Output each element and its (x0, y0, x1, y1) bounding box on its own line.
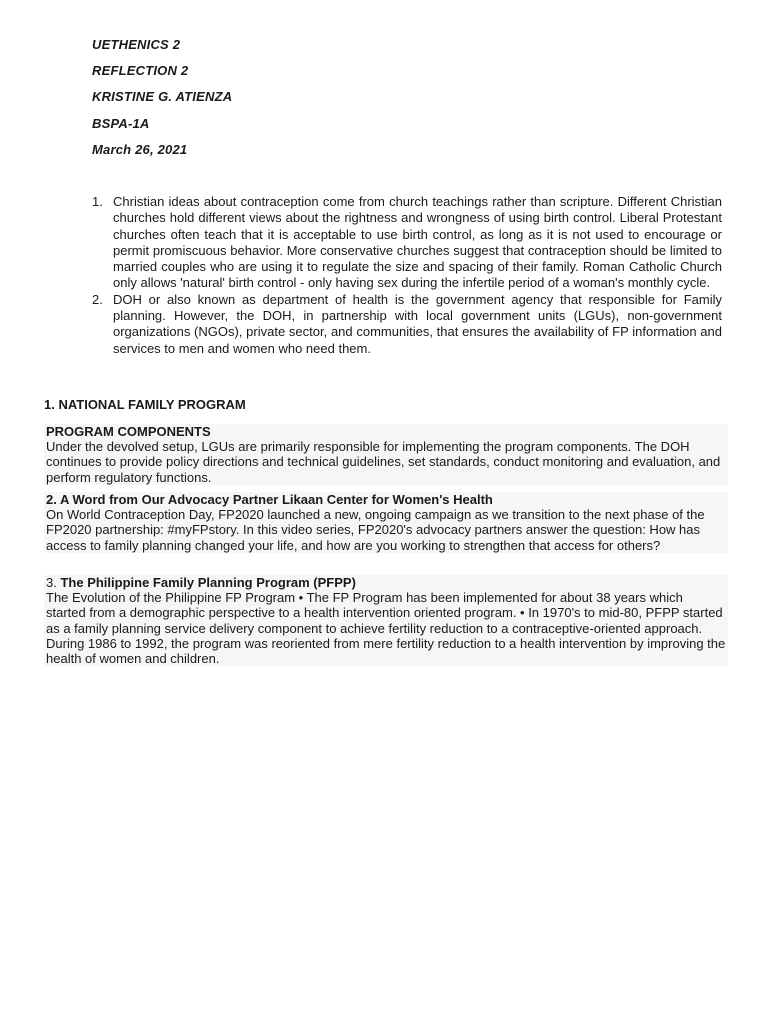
pfpp-heading-line (46, 575, 726, 590)
answer-text: Christian ideas about contraception come from church teachings rather than scripture. Different Christian churches hold different views about the rightness and wrongness of using birth control. Liberal Protestant churches often teach that it is acceptable to use birth control, as long as it is not used to encourage or permit promiscuous behavior. More conservative churches suggest that contraception should be limited to married couples who are using it to regulate the size and spacing of their family. Roman Catholic Church only allows 'natural' birth control - only having sex during the infertile period of a woman's monthly cycle. (113, 194, 722, 291)
course-code: UETHENICS 2 (92, 37, 181, 52)
advocacy-heading: 2. A Word from Our Advocacy Partner Likaan Center for Women's Health (46, 492, 493, 507)
answer-number: 2. (92, 291, 103, 307)
program-components-body: Under the devolved setup, LGUs are primarily responsible for implementing the program components. The DOH continues to provide policy directions and technical guidelines, set standards, conduct monitoring and evaluation, and perform regulatory functions. (46, 439, 721, 485)
answer-number: 1. (92, 194, 103, 209)
pfpp-number: 3. (46, 575, 61, 590)
answer-item-1 (92, 194, 722, 292)
advocacy-section (44, 492, 728, 553)
submission-date: March 26, 2021 (92, 142, 188, 157)
national-program-heading: 1. NATIONAL FAMILY PROGRAM (44, 397, 246, 412)
activity-title: REFLECTION 2 (92, 63, 189, 78)
program-components-section (44, 424, 728, 485)
student-section: BSPA-1A (92, 116, 150, 131)
advocacy-body: On World Contraception Day, FP2020 launched a new, ongoing campaign as we transition to the next phase of the FP2020 partnership: #myFPstory. In this video series, FP2020's advocacy partners answer the question: How has access to family planning changed your life, and how are you working to strengthen that access for others? (46, 507, 705, 553)
national-program-section (44, 397, 724, 412)
answer-item-2 (92, 292, 722, 357)
answer-list (92, 194, 722, 357)
program-components-heading: PROGRAM COMPONENTS (46, 424, 211, 439)
pfpp-body: The Evolution of the Philippine FP Program • The FP Program has been implemented for about 38 years which started from a demographic perspective to a health intervention oriented program. • In 1970's to mid-80, PFPP started as a family planning service delivery component to achieve fertility reduction to a contraceptive-oriented approach. During 1986 to 1992, the program was reoriented from mere fertility reduction to a health intervention by improving the health of women and children. (46, 590, 726, 667)
student-name: KRISTINE G. ATIENZA (92, 89, 233, 104)
pfpp-section (44, 575, 728, 666)
answer-text: DOH or also known as department of health is the government agency that responsible for Family planning. However, the DOH, in partnership with local government units (LGUs), non-government organizations (NGOs), private sector, and communities, that ensures the availability of FP information and services to men and women who need them. (113, 291, 722, 356)
pfpp-heading: The Philippine Family Planning Program (PFPP) (60, 575, 356, 590)
